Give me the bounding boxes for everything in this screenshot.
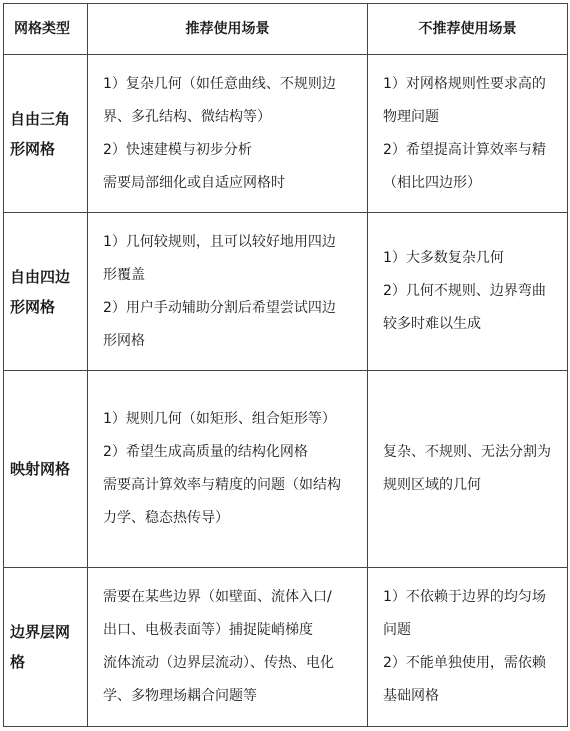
recommended-cell: [88, 55, 368, 213]
mesh-type-line: 形网格: [10, 297, 56, 316]
mesh-type-line: 边界层网: [10, 623, 71, 641]
recommended-line: 1）规则几何（如矩形、组合矩形等）: [103, 411, 336, 427]
recommended-cell: [88, 213, 368, 371]
recommended-line: 1）复杂几何（如任意曲线、不规则边: [103, 75, 336, 92]
recommended-line: 学、多物理场耦合问题等: [103, 688, 257, 704]
recommended-line: 需要高计算效率与精度的问题（如结构: [103, 477, 341, 493]
not-recommended-line: 较多时难以生成: [383, 316, 481, 332]
not-recommended-line: 1）对网格规则性要求高的: [383, 75, 546, 92]
mesh-type-cell: [4, 568, 88, 727]
not-recommended-line: 2）希望提高计算效率与精: [383, 141, 546, 158]
mesh-type-cell: [4, 55, 88, 213]
recommended-line: 2）用户手动辅助分割后希望尝试四边: [103, 299, 336, 316]
mesh-type-cell: [4, 213, 88, 371]
recommended-line: 2）快速建模与初步分析: [103, 141, 252, 158]
recommended-cell: [88, 371, 368, 568]
table-row: [4, 371, 568, 568]
not-recommended-line: （相比四边形）: [383, 174, 481, 191]
not-recommended-cell: [368, 568, 568, 727]
table-row: [4, 213, 568, 371]
mesh-type-table: [3, 3, 568, 727]
not-recommended-line: 物理问题: [383, 108, 439, 125]
recommended-line: 1）几何较规则，且可以较好地用四边: [103, 233, 336, 250]
recommended-line: 形覆盖: [103, 266, 145, 283]
header-recommended: 推荐使用场景: [88, 4, 368, 55]
not-recommended-line: 基础网格: [383, 688, 439, 704]
not-recommended-line: 2）几何不规则、边界弯曲: [383, 283, 546, 299]
mesh-type-line: 映射网格: [10, 460, 71, 478]
not-recommended-line: 2）不能单独使用，需依赖: [383, 655, 546, 671]
not-recommended-cell: [368, 213, 568, 371]
not-recommended-line: 规则区域的几何: [383, 477, 481, 493]
recommended-line: 形网格: [103, 332, 145, 349]
recommended-cell: [88, 568, 368, 727]
not-recommended-line: 问题: [383, 622, 411, 638]
table-header-row: [4, 4, 568, 55]
not-recommended-cell: [368, 371, 568, 568]
recommended-line: 流体流动（边界层流动）、传热、电化: [103, 655, 334, 671]
header-not-recommended: 不推荐使用场景: [368, 4, 568, 55]
table-row: [4, 568, 568, 727]
not-recommended-line: 1）不依赖于边界的均匀场: [383, 589, 546, 605]
mesh-type-line: 自由四边: [10, 267, 71, 286]
not-recommended-line: 复杂、不规则、无法分割为: [383, 444, 551, 460]
recommended-line: 需要局部细化或自适应网格时: [103, 174, 285, 191]
recommended-line: 界、多孔结构、微结构等）: [103, 108, 271, 125]
mesh-type-line: 自由三角: [10, 109, 71, 128]
recommended-line: 2）希望生成高质量的结构化网格: [103, 444, 308, 460]
header-mesh-type: 网格类型: [4, 4, 88, 55]
recommended-line: 力学、稳态热传导）: [103, 510, 229, 526]
mesh-type-cell: [4, 371, 88, 568]
mesh-type-line: 格: [10, 653, 26, 671]
table-row: [4, 55, 568, 213]
not-recommended-line: 1）大多数复杂几何: [383, 250, 504, 266]
not-recommended-cell: [368, 55, 568, 213]
mesh-type-line: 形网格: [10, 139, 56, 158]
recommended-line: 需要在某些边界（如壁面、流体入口/: [103, 589, 332, 605]
recommended-line: 出口、电极表面等）捕捉陡峭梯度: [103, 622, 313, 638]
